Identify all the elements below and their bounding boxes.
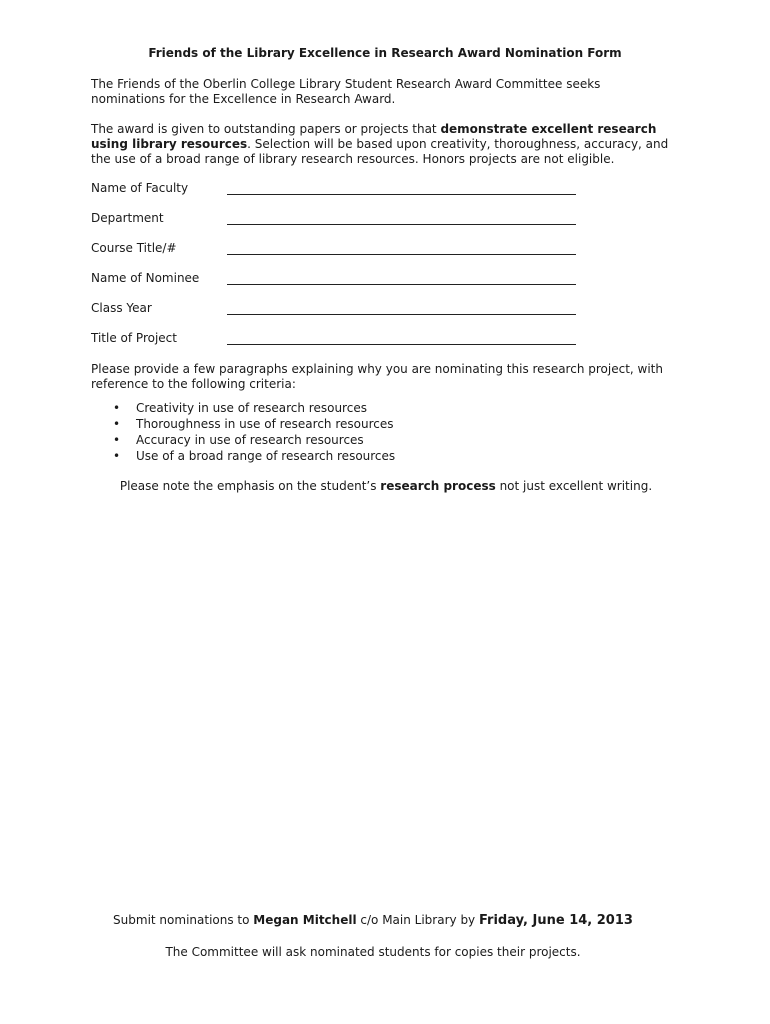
nominee-name-blank[interactable]: [227, 284, 576, 285]
field-class-year: [91, 301, 591, 317]
criteria-list: [110, 401, 395, 465]
emphasis-note: [0, 479, 770, 494]
bullet-icon: •: [113, 417, 121, 431]
criteria-text: Accuracy in use of research resources: [136, 433, 364, 447]
deadline-date: Friday, June 14, 2013: [478, 913, 633, 928]
field-label: Class Year: [91, 301, 152, 315]
criteria-intro: Please provide a few paragraphs explaining why you are nominating this research project, with reference to the following criteria:: [91, 362, 663, 391]
bullet-icon: •: [113, 433, 121, 447]
criteria-text: Creativity in use of research resources: [136, 401, 367, 415]
list-item: [110, 449, 395, 465]
list-item: [110, 417, 395, 433]
field-name-of-faculty: [91, 181, 591, 197]
bullet-icon: •: [113, 401, 121, 415]
contact-name: Megan Mitchell: [253, 913, 357, 927]
award-text-start: The award is given to outstanding papers or projects that: [91, 122, 441, 136]
project-title-blank[interactable]: [227, 344, 576, 345]
award-emphasis: demonstrate excellent research using library resources: [91, 122, 657, 151]
class-year-blank[interactable]: [227, 314, 576, 315]
list-item: [110, 433, 395, 449]
note-emphasis: research process: [380, 479, 496, 493]
submit-text-start: Submit nominations to: [113, 913, 254, 927]
submit-text-middle: c/o Main Library by: [356, 913, 479, 927]
course-title-blank[interactable]: [227, 254, 576, 255]
submission-instructions: [0, 913, 746, 928]
intro-paragraph: The Friends of the Oberlin College Library Student Research Award Committee seeks nominations for the Excellence in Research Award.: [91, 77, 601, 106]
criteria-text: Thoroughness in use of research resources: [136, 417, 394, 431]
bullet-icon: •: [113, 449, 121, 463]
department-blank[interactable]: [227, 224, 576, 225]
field-name-of-nominee: [91, 271, 591, 287]
faculty-name-blank[interactable]: [227, 194, 576, 195]
note-text-end: not just excellent writing.: [495, 479, 653, 493]
field-title-of-project: [91, 331, 591, 347]
field-label: Name of Nominee: [91, 271, 200, 285]
award-text-end: . Selection will be based upon creativity, thoroughness, accuracy, and the use of a broad range of library research resources. Honors projects are not eligible.: [91, 137, 669, 166]
field-department: [91, 211, 591, 227]
field-label: Title of Project: [91, 331, 177, 345]
field-course-title: [91, 241, 591, 257]
field-label: Course Title/#: [91, 241, 177, 255]
list-item: [110, 401, 395, 417]
field-label: Name of Faculty: [91, 181, 189, 195]
closing-note: The Committee will ask nominated students for copies their projects.: [165, 945, 581, 959]
note-text-start: Please note the emphasis on the student’s: [119, 479, 381, 493]
form-title: Friends of the Library Excellence in Research Award Nomination Form: [148, 46, 622, 60]
award-description: [91, 122, 671, 167]
criteria-text: Use of a broad range of research resources: [136, 449, 396, 463]
field-label: Department: [91, 211, 164, 225]
